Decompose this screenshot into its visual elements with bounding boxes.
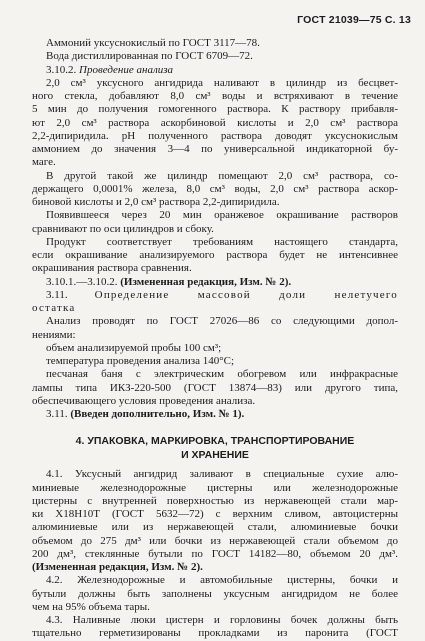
text-line: Анализ проводят по ГОСТ 27026—86 со следующими допол- [46,315,398,328]
section-heading [32,289,398,302]
section-number: 3.10.2. [46,63,77,76]
section-number: 3.11. [46,408,68,420]
section-heading [32,64,398,77]
section-title-cont: остатка [32,302,76,314]
text-line: держащего 0,0001% железа, 8,0 см³ воды, 2,0 см³ раствора аскор- [32,182,398,195]
text-line: ного стекла, добавляют 8,0 см³ воды и встряхивают в течение [32,90,398,102]
text-line: 4.2. Железнодорожные и автомобильные цистерны, бочки и [46,574,398,587]
text-line: Вода дистиллированная по ГОСТ 6709—72. [46,50,253,63]
text-line: Появившееся через 20 мин оранжевое окрашивание растворов [46,209,398,222]
amendment-text: (Измененная редакция, Изм. № 2). [32,561,203,573]
text-line: цистерны с внутренней поверхностью из нержавеющей стали мар- [32,494,398,507]
text-line: Аммоний уксуснокислый по ГОСТ 3117—78. [46,37,260,49]
section-title: Определение массовой доли нелетучего [94,288,398,301]
text-line: обеспечивающего условия проведения анализа. [32,394,256,407]
text-line: 4.3. Наливные люки цистерн и горловины бочек должны быть [46,614,398,626]
document-body [32,37,398,641]
text-line: тщательно герметизированы прокладками из паронита (ГОСТ [32,627,398,640]
text-line: лампы типа ИКЗ-220-500 (ГОСТ 13874—83) или другого типа, [32,381,398,394]
section-number: 3.11. [46,288,68,301]
chapter-heading [32,435,398,462]
text-line: ют 2,0 см³ раствора аскорбиновой кислоты и 2,0 см³ раствора [32,116,398,129]
text-line: 5 мин до получения гомогенного раствора. К раствору прибавля- [32,103,398,116]
text-line: температура проведения анализа 140°С; [46,355,235,367]
text-line: объемом до 275 дм³ или бочки из нержавеющей стали объемом до [32,534,398,547]
text-line: сравнивают по оси цилиндров и сбоку. [32,222,214,235]
text-line: ки Х18Н10Т (ГОСТ 5632—72) с верхним сливом, автоцистерны [32,508,398,520]
text-line: 200 дм³, стеклянные бутыли по ГОСТ 14182—80, объемом 20 дм³. [32,547,398,560]
text-line: песчаная баня с электрическим обогревом или инфракрасные [46,368,398,381]
text-line: окрашивания раствора сравнения. [32,262,192,275]
amendment-text: (Измененная редакция, Изм. № 2). [120,275,292,288]
text-line: биновой кислоты и 2,0 см³ раствора 2,2-дипиридила. [32,196,280,208]
text-line: бутыли должны быть заполнены уксусным ангидридом не более [32,587,398,600]
text-line: если окрашивание анализируемого раствора будет не интенсивнее [32,249,398,261]
amendment-text: (Введен дополнительно, Изм. № 1). [70,408,245,420]
text-line: алюминиевые или из нержавеющей стали, алюминиевые бочки [32,521,398,534]
text-line: Продукт соответствует требованиям настоящего стандарта, [46,235,398,248]
text-line: 4.1. Уксусный ангидрид заливают в специальные сухие алю- [46,468,398,481]
text-line: нениями: [32,328,76,341]
section-range: 3.10.1.—3.10.2. [46,275,118,288]
amendment-note [32,408,398,421]
section-title: Проведение анализа [79,63,174,76]
chapter-heading-line1: 4. УПАКОВКА, МАРКИРОВКА, ТРАНСПОРТИРОВАНИЕ [75,435,355,448]
text-line: 2,0 см³ уксусного ангидрида наливают в цилиндр из бесцвет- [46,76,398,89]
page-header: ГОСТ 21039—75 С. 13 [297,14,411,26]
text-line: В другой такой же цилиндр помещают 2,0 см³ раствора, со- [46,169,398,182]
text-line: 2,2-дипиридила. pH полученного раствора доводят уксуснокислым [32,129,398,142]
amendment-note [32,276,398,289]
chapter-heading-line2: И ХРАНЕНИЕ [181,448,249,461]
text-line: аммонием до значения 3—4 по универсальной индикаторной бу- [32,143,398,155]
text-line: чем на 95% объема тары. [32,600,150,613]
text-line: миниевые железнодорожные цистерны или железнодорожные [32,481,398,494]
text-line: маге. [32,156,56,169]
text-line: объем анализируемой пробы 100 см³; [46,341,222,354]
